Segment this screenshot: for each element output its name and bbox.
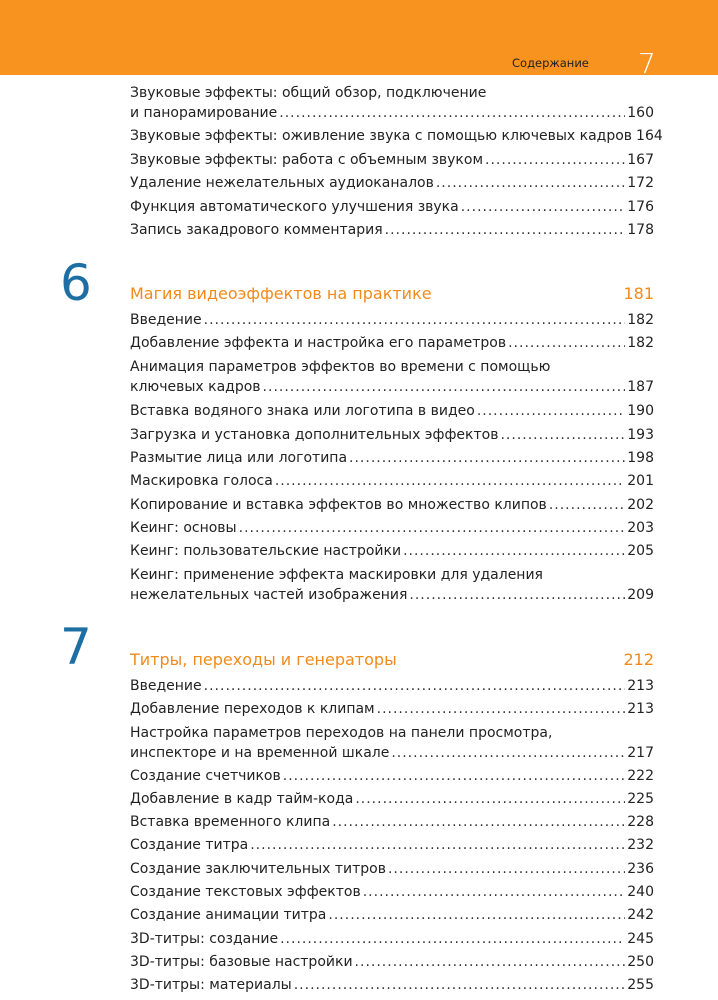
chapter-number: 7 <box>60 618 92 676</box>
toc-entry-page: 178 <box>627 222 654 238</box>
chapter-page: 181 <box>623 284 654 303</box>
toc-entry[interactable] <box>130 836 654 854</box>
toc-entry-text: инспекторе и на временной шкале <box>130 745 390 761</box>
toc-entry[interactable] <box>130 906 654 924</box>
toc-entry[interactable] <box>130 449 654 467</box>
toc-entry[interactable] <box>130 496 654 514</box>
toc-entry[interactable] <box>130 767 654 785</box>
toc-entry-page: 193 <box>627 427 654 443</box>
chapter-heading[interactable] <box>130 284 654 304</box>
leader-dots <box>332 813 625 831</box>
toc-entry[interactable] <box>130 790 654 808</box>
toc-entry-page: 205 <box>627 543 654 559</box>
leader-dots <box>355 790 625 808</box>
leader-dots <box>239 519 626 537</box>
chapter-title: Титры, переходы и генераторы <box>130 650 397 669</box>
toc-entry[interactable] <box>130 151 654 169</box>
toc-entry-text: Создание текстовых эффектов <box>130 884 361 900</box>
leader-dots <box>355 953 626 971</box>
toc-entry-page: 213 <box>627 701 654 717</box>
leader-dots <box>461 198 626 216</box>
toc-entry-page: 203 <box>627 520 654 536</box>
toc-entry-text: Звуковые эффекты: работа с объемным звуком <box>130 152 484 168</box>
toc-entry[interactable] <box>130 378 654 396</box>
leader-dots <box>294 976 626 994</box>
chapter-heading[interactable] <box>130 650 654 670</box>
toc-entry-text: Кеинг: основы <box>130 520 237 536</box>
toc-entry-line1: Анимация параметров эффектов во времени с помощью <box>130 359 551 375</box>
toc-entry-text: Маскировка голоса <box>130 473 273 489</box>
toc-entry[interactable] <box>130 221 654 239</box>
toc-entry-page: 164 <box>636 128 663 144</box>
page-number: 7 <box>638 47 656 80</box>
toc-entry[interactable] <box>130 744 654 762</box>
toc-entry-page: 217 <box>627 745 654 761</box>
toc-entry-page: 187 <box>627 379 654 395</box>
toc-entry[interactable] <box>130 174 654 192</box>
toc-entry-page: 182 <box>627 312 654 328</box>
leader-dots <box>377 700 626 718</box>
toc-entry[interactable] <box>130 976 654 994</box>
toc-entry[interactable] <box>130 860 654 878</box>
toc-entry[interactable] <box>130 334 654 352</box>
leader-dots <box>477 402 625 420</box>
toc-entry-page: 228 <box>627 814 654 830</box>
leader-dots <box>275 472 625 490</box>
toc-entry-text: Вставка водяного знака или логотипа в видео <box>130 403 475 419</box>
toc-entry-page: 176 <box>627 199 654 215</box>
toc-entry-text: ключевых кадров <box>130 379 261 395</box>
toc-entry-text: нежелательных частей изображения <box>130 587 408 603</box>
leader-dots <box>204 677 626 695</box>
toc-entry-page: 240 <box>627 884 654 900</box>
leader-dots <box>403 542 625 560</box>
toc-entry-page: 209 <box>627 587 654 603</box>
leader-dots <box>349 449 625 467</box>
toc-entry-text: Удаление нежелательных аудиоканалов <box>130 175 434 191</box>
toc-entry-page: 255 <box>627 977 654 993</box>
toc-entry[interactable] <box>130 426 654 444</box>
toc-entry-page: 250 <box>627 954 654 970</box>
toc-entry[interactable] <box>130 953 654 971</box>
toc-entry-page: 160 <box>627 105 654 121</box>
toc-entry-text: Загрузка и установка дополнительных эффектов <box>130 427 499 443</box>
leader-dots <box>385 221 626 239</box>
toc-entry-text: 3D-титры: создание <box>130 931 279 947</box>
toc-entry-text: Введение <box>130 678 202 694</box>
leader-dots <box>391 744 625 762</box>
toc-entry-text: Вставка временного клипа <box>130 814 331 830</box>
toc-entry-text: Звуковые эффекты: оживление звука с помощью ключевых кадров <box>130 128 633 144</box>
toc-entry-page: 213 <box>627 678 654 694</box>
toc-entry-line1: Звуковые эффекты: общий обзор, подключение <box>130 85 487 101</box>
toc-entry-text: Добавление эффекта и настройка его параметров <box>130 335 507 351</box>
chapter-title: Магия видеоэффектов на практике <box>130 284 432 303</box>
toc-entry-page: 198 <box>627 450 654 466</box>
toc-entry-page: 232 <box>627 837 654 853</box>
leader-dots <box>328 906 625 924</box>
leader-dots <box>500 426 625 444</box>
leader-dots <box>363 883 626 901</box>
toc-entry-page: 172 <box>627 175 654 191</box>
leader-dots <box>409 586 625 604</box>
toc-entry-text: 3D-титры: базовые настройки <box>130 954 353 970</box>
header-band <box>0 0 718 75</box>
toc-entry-page: 225 <box>627 791 654 807</box>
toc-entry-page: 182 <box>627 335 654 351</box>
leader-dots <box>508 334 625 352</box>
chapter-number: 6 <box>60 254 92 312</box>
running-head-title: Содержание <box>512 56 589 70</box>
toc-entry-page: 202 <box>627 497 654 513</box>
leader-dots <box>485 151 625 169</box>
leader-dots <box>263 378 626 396</box>
toc-entry[interactable] <box>130 104 654 122</box>
toc-entry-page: 201 <box>627 473 654 489</box>
toc-entry-text: Запись закадрового комментария <box>130 222 383 238</box>
toc-entry-text: Создание заключительных титров <box>130 861 386 877</box>
leader-dots <box>280 930 625 948</box>
toc-entry[interactable] <box>130 311 654 329</box>
toc-entry-page: 245 <box>627 931 654 947</box>
leader-dots <box>436 174 625 192</box>
toc-entry-text: Создание титра <box>130 837 249 853</box>
toc-entry-text: Кеинг: пользовательские настройки <box>130 543 402 559</box>
chapter-page: 212 <box>623 650 654 669</box>
toc-entry-text: Копирование и вставка эффектов во множество клипов <box>130 497 547 513</box>
toc-entry-line1: Кеинг: применение эффекта маскировки для удаления <box>130 567 543 583</box>
toc-entry-text: и панорамирование <box>130 105 278 121</box>
toc-entry-page: 167 <box>627 152 654 168</box>
toc-entry-text: Функция автоматического улучшения звука <box>130 199 459 215</box>
toc-entry[interactable] <box>130 542 654 560</box>
toc-entry-text: Создание счетчиков <box>130 768 281 784</box>
toc-entry-text: Размытие лица или логотипа <box>130 450 348 466</box>
toc-entry[interactable] <box>130 677 654 695</box>
toc-entry[interactable] <box>130 883 654 901</box>
toc-entry-line1: Настройка параметров переходов на панели просмотра, <box>130 725 553 741</box>
toc-entry-page: 242 <box>627 907 654 923</box>
toc-entry-text: Добавление переходов к клипам <box>130 701 375 717</box>
toc-entry[interactable] <box>130 127 663 145</box>
toc-entry[interactable] <box>130 519 654 537</box>
toc-entry[interactable] <box>130 930 654 948</box>
leader-dots <box>204 311 626 329</box>
toc-entry[interactable] <box>130 472 654 490</box>
toc-entry-page: 222 <box>627 768 654 784</box>
leader-dots <box>549 496 625 514</box>
leader-dots <box>279 104 625 122</box>
toc-entry[interactable] <box>130 198 654 216</box>
toc-entry-text: Введение <box>130 312 202 328</box>
toc-entry[interactable] <box>130 700 654 718</box>
toc-entry-page: 190 <box>627 403 654 419</box>
toc-entry-text: Добавление в кадр тайм-кода <box>130 791 354 807</box>
toc-entry[interactable] <box>130 813 654 831</box>
toc-entry-text: Создание анимации титра <box>130 907 327 923</box>
toc-entry[interactable] <box>130 586 654 604</box>
toc-entry-page: 236 <box>627 861 654 877</box>
toc-entry[interactable] <box>130 402 654 420</box>
leader-dots <box>283 767 626 785</box>
toc-entry-text: 3D-титры: материалы <box>130 977 292 993</box>
leader-dots <box>388 860 625 878</box>
leader-dots <box>250 836 625 854</box>
